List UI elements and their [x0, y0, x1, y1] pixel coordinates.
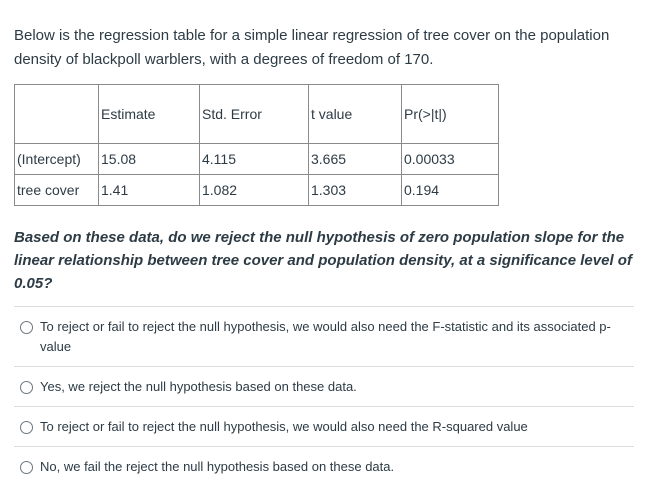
table-header-cell	[15, 85, 99, 144]
table-cell: (Intercept)	[15, 144, 99, 175]
answer-label: Yes, we reject the null hypothesis based on these data.	[40, 379, 357, 394]
table-cell: 0.194	[402, 175, 499, 206]
table-header-row	[15, 85, 499, 144]
table-cell: 4.115	[200, 144, 309, 175]
radio-button-icon[interactable]	[20, 461, 33, 474]
answer-label: To reject or fail to reject the null hypothesis, we would also need the R-squared value	[40, 419, 528, 434]
regression-table	[14, 84, 499, 206]
table-cell: 0.00033	[402, 144, 499, 175]
table-row	[15, 144, 499, 175]
answer-option-2[interactable]	[14, 366, 634, 406]
answer-label: To reject or fail to reject the null hypothesis, we would also need the F-statistic and its associated p-value	[40, 319, 611, 354]
table-cell: 1.41	[99, 175, 200, 206]
question-text: Based on these data, do we reject the null hypothesis of zero population slope for the linear relationship between tree cover and population density, at a significance level of 0.05?	[14, 229, 632, 292]
table-cell: 15.08	[99, 144, 200, 175]
table-header-cell: Estimate	[99, 85, 200, 144]
answer-label: No, we fail the reject the null hypothesis based on these data.	[40, 459, 395, 474]
answer-option-1[interactable]	[14, 306, 634, 366]
radio-button-icon[interactable]	[20, 381, 33, 394]
answer-option-4[interactable]	[14, 446, 634, 486]
table-header-cell: Std. Error	[200, 85, 309, 144]
question-intro: Below is the regression table for a simple linear regression of tree cover on the population density of blackpoll warblers, with a degrees of freedom of 170.	[14, 27, 610, 68]
answer-option-3[interactable]	[14, 406, 634, 446]
table-cell: tree cover	[15, 175, 99, 206]
table-cell: 3.665	[309, 144, 402, 175]
table-cell: 1.303	[309, 175, 402, 206]
table-row	[15, 175, 499, 206]
table-cell: 1.082	[200, 175, 309, 206]
table-header-cell: Pr(>|t|)	[402, 85, 499, 144]
radio-button-icon[interactable]	[20, 321, 33, 334]
table-header-cell: t value	[309, 85, 402, 144]
answer-list	[14, 306, 634, 486]
radio-button-icon[interactable]	[20, 421, 33, 434]
